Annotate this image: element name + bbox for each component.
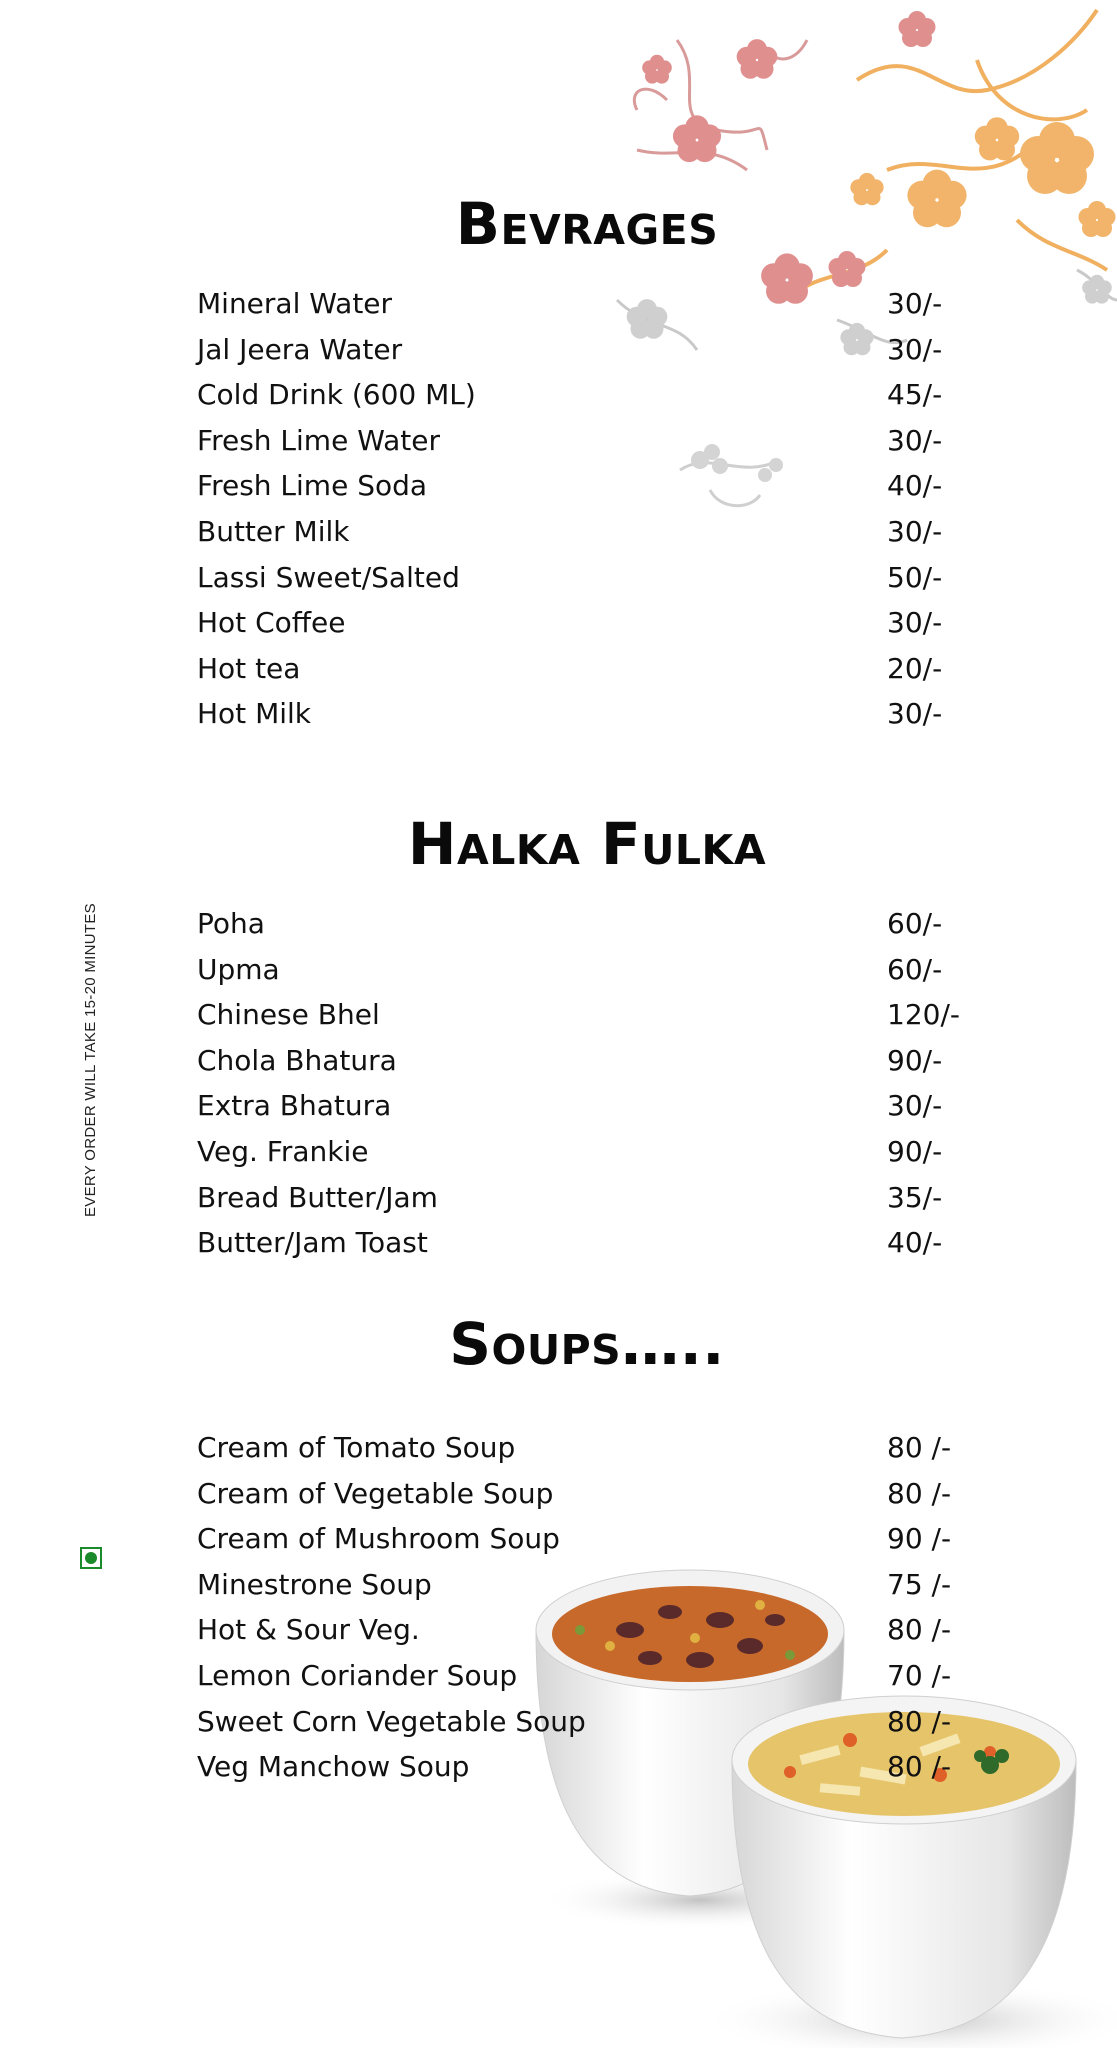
list-item (197, 1089, 977, 1135)
item-name: Mineral Water (197, 287, 393, 320)
item-price: 80 /- (887, 1476, 952, 1510)
list-item (197, 1568, 977, 1614)
section-title: Soups….. (449, 1310, 725, 1378)
list-item (197, 1659, 977, 1705)
item-price: 90/- (887, 1043, 943, 1077)
menu-list (197, 1431, 977, 1796)
item-name: Butter Milk (197, 514, 350, 548)
item-price: 50/- (887, 560, 943, 594)
item-name: Chola Bhatura (197, 1043, 397, 1077)
item-price: 90 /- (887, 1522, 952, 1556)
list-item (197, 424, 977, 470)
item-name: Cream of Vegetable Soup (197, 1476, 554, 1510)
item-price: 30/- (887, 514, 943, 548)
list-item (197, 1750, 977, 1796)
veg-dot (85, 1552, 97, 1564)
item-price: 45/- (887, 378, 943, 412)
list-item (197, 1181, 977, 1227)
item-price: 40/- (887, 469, 943, 503)
item-name: Cold Drink (600 ML) (197, 378, 476, 412)
list-item (197, 1477, 977, 1523)
item-price: 30/- (887, 287, 943, 320)
veg-symbol-icon (80, 1547, 102, 1569)
item-price: 80 /- (887, 1750, 952, 1784)
section-title: Bevrages (455, 190, 719, 258)
item-name: Hot Milk (197, 697, 311, 731)
item-price: 70 /- (887, 1658, 952, 1692)
item-name: Butter/Jam Toast (197, 1226, 428, 1260)
list-item (197, 378, 977, 424)
item-name: Fresh Lime Water (197, 423, 440, 457)
item-price: 30/- (887, 423, 943, 457)
item-name: Minestrone Soup (197, 1567, 432, 1601)
item-name: Sweet Corn Vegetable Soup (197, 1704, 586, 1738)
item-name: Cream of Tomato Soup (197, 1431, 516, 1464)
section-beverages (197, 190, 977, 743)
item-name: Extra Bhatura (197, 1089, 392, 1123)
list-item (197, 1522, 977, 1568)
item-price: 30/- (887, 697, 943, 731)
item-price: 80 /- (887, 1613, 952, 1647)
list-item (197, 907, 977, 953)
list-item (197, 561, 977, 607)
list-item (197, 333, 977, 379)
list-item (197, 998, 977, 1044)
item-price: 80 /- (887, 1704, 952, 1738)
list-item (197, 606, 977, 652)
item-price: 20/- (887, 651, 943, 685)
item-price: 30/- (887, 332, 943, 366)
list-item (197, 953, 977, 999)
menu-list (197, 287, 977, 743)
item-name: Veg. Frankie (197, 1134, 369, 1168)
item-name: Upma (197, 952, 280, 986)
list-item (197, 1044, 977, 1090)
list-item (197, 1135, 977, 1181)
section-soups (197, 1310, 977, 1796)
list-item (197, 515, 977, 561)
item-name: Cream of Mushroom Soup (197, 1522, 560, 1556)
order-time-note: EVERY ORDER WILL TAKE 15-20 MINUTES (82, 903, 99, 1217)
item-price: 35/- (887, 1180, 943, 1214)
item-price: 60/- (887, 952, 943, 986)
list-item (197, 1226, 977, 1272)
item-name: Bread Butter/Jam (197, 1180, 438, 1214)
section-halka-fulka (197, 810, 977, 1272)
item-name: Lemon Coriander Soup (197, 1658, 518, 1692)
item-name: Chinese Bhel (197, 998, 380, 1032)
list-item (197, 1705, 977, 1751)
list-item (197, 469, 977, 515)
item-price: 120/- (887, 998, 960, 1032)
list-item (197, 287, 977, 333)
item-name: Hot tea (197, 651, 301, 685)
list-item (197, 697, 977, 743)
item-price: 60/- (887, 907, 943, 940)
list-item (197, 652, 977, 698)
section-title: Halka Fulka (407, 810, 767, 878)
item-name: Hot Coffee (197, 606, 346, 640)
item-price: 30/- (887, 606, 943, 640)
item-price: 40/- (887, 1226, 943, 1260)
menu-list (197, 907, 977, 1272)
item-price: 80 /- (887, 1431, 952, 1464)
item-price: 90/- (887, 1134, 943, 1168)
item-name: Poha (197, 907, 265, 940)
item-price: 75 /- (887, 1567, 952, 1601)
item-price: 30/- (887, 1089, 943, 1123)
item-name: Jal Jeera Water (197, 332, 403, 366)
list-item (197, 1613, 977, 1659)
item-name: Veg Manchow Soup (197, 1750, 470, 1784)
item-name: Hot & Sour Veg. (197, 1613, 420, 1647)
item-name: Lassi Sweet/Salted (197, 560, 460, 594)
item-name: Fresh Lime Soda (197, 469, 428, 503)
list-item (197, 1431, 977, 1477)
